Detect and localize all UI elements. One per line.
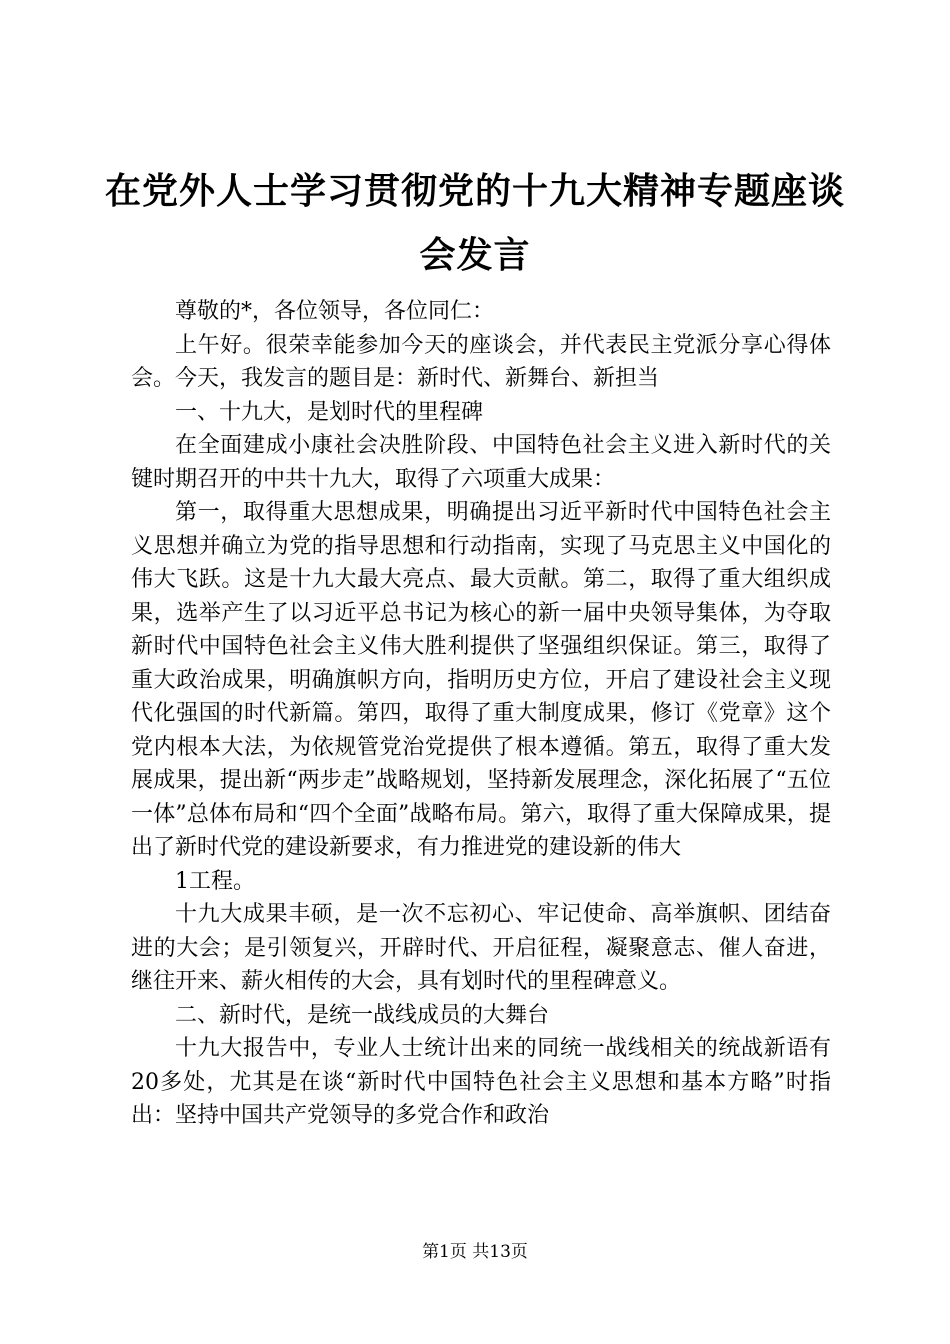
page-number: 第1页 共13页 xyxy=(422,1242,528,1262)
page-footer xyxy=(0,1240,950,1264)
paragraph: 十九大报告中，专业人士统计出来的同统一战线相关的统战新语有20多处，尤其是在谈“新时代中国特色社会主义思想和基本方略”时指出：坚持中国共产党领导的多党合作和政治 xyxy=(131,1036,831,1128)
paragraph: 十九大成果丰硕，是一次不忘初心、牢记使命、高举旗帜、团结奋进的大会；是引领复兴，开辟时代、开启征程，凝聚意志、催人奋进，继往开来、薪火相传的大会，具有划时代的里程碑意义。 xyxy=(131,902,831,994)
paragraph: 上午好。很荣幸能参加今天的座谈会，并代表民主党派分享心得体会。今天，我发言的题目是：新时代、新舞台、新担当 xyxy=(131,332,831,391)
section-heading: 一、十九大，是划时代的里程碑 xyxy=(175,399,484,425)
document-body xyxy=(131,295,831,1133)
salutation: 尊敬的*，各位领导，各位同仁： xyxy=(175,299,495,324)
paragraph: 在全面建成小康社会决胜阶段、中国特色社会主义进入新时代的关键时期召开的中共十九大，取得了六项重大成果： xyxy=(131,433,831,492)
paragraph: 第一，取得重大思想成果，明确提出习近平新时代中国特色社会主义思想并确立为党的指导思想和行动指南，实现了马克思主义中国化的伟大飞跃。这是十九大最大亮点、最大贡献。第二，取得了重大组织成果，选举产生了以习近平总书记为核心的新一届中央领导集体，为夺取新时代中国特色社会主义伟大胜利提供了坚强组织保证。第三，取得了重大政治成果，明确旗帜方向，指明历史方位，开启了建设社会主义现代化强国的时代新篇。第四，取得了重大制度成果，修订《党章》这个党内根本大法，为依规管党治党提供了根本遵循。第五，取得了重大发展成果，提出新“两步走”战略规划，坚持新发展理念，深化拓展了“五位一体”总体布局和“四个全面”战略布局。第六，取得了重大保障成果，提出了新时代党的建设新要求，有力推进党的建设新的伟大 xyxy=(131,500,831,860)
section-heading: 二、新时代，是统一战线成员的大舞台 xyxy=(175,1002,550,1028)
paragraph: 1工程。 xyxy=(175,868,255,894)
document-title: 在党外人士学习贯彻党的十九大精神专题座谈会发言 xyxy=(104,171,845,276)
